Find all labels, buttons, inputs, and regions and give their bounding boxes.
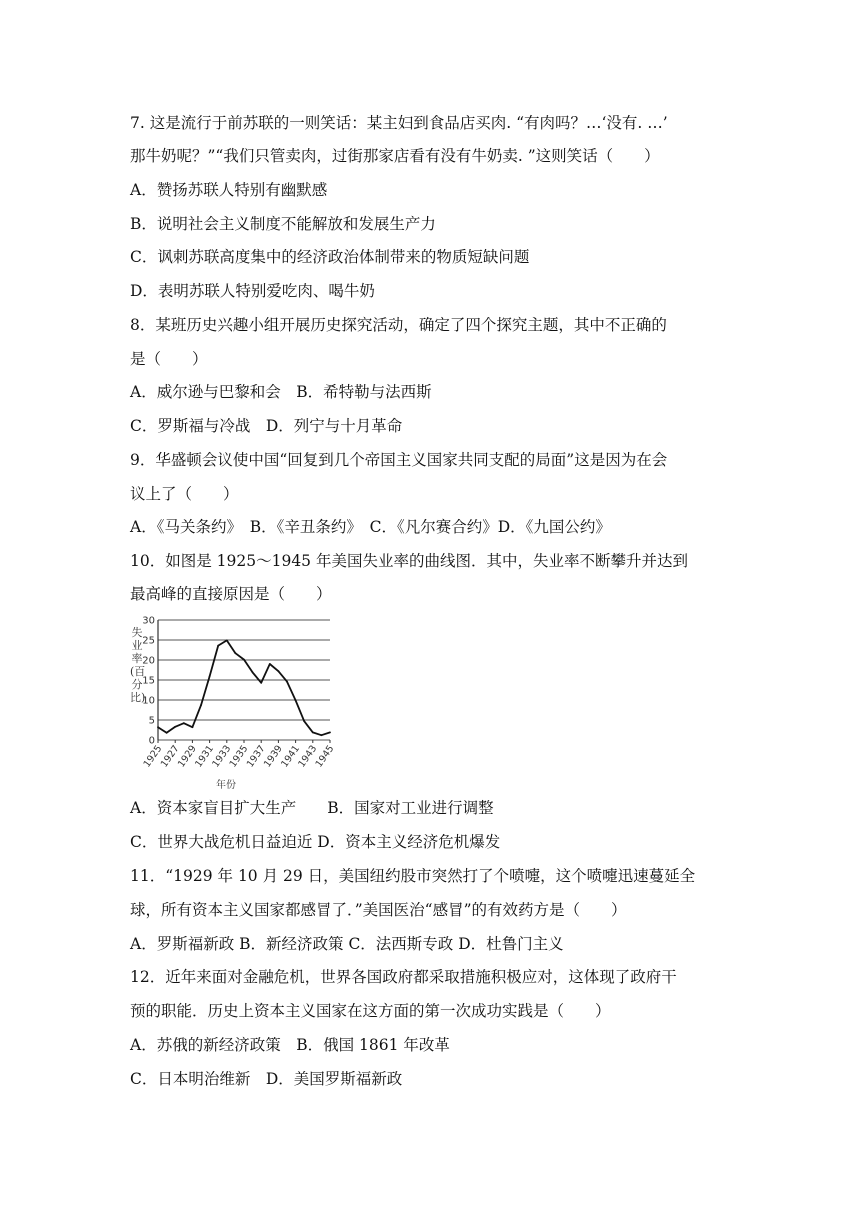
data-point-1936 xyxy=(252,672,254,674)
data-point-1927 xyxy=(174,726,176,728)
x-tick-label: 1933 xyxy=(210,743,234,770)
q12-options-cd: C．日本明治维新 D．美国罗斯福新政 xyxy=(130,1070,403,1088)
data-point-1933 xyxy=(226,640,228,642)
data-point-1939 xyxy=(278,670,280,672)
x-tick-label: 1941 xyxy=(279,743,303,770)
q8-stem-line2: 是（ ） xyxy=(130,350,208,368)
q10-options-ab: A．资本家盲目扩大生产 B．国家对工业进行调整 xyxy=(130,799,494,817)
q7-stem-line1: 7. 这是流行于前苏联的一则笑话：某主妇到食品店买肉. “有肉吗？…‘没有. …’ xyxy=(130,114,668,132)
q7-option-c: C．讽刺苏联高度集中的经济政治体制带来的物质短缺问题 xyxy=(130,248,530,266)
data-point-1941 xyxy=(295,700,297,702)
y-tick-label: 15 xyxy=(142,675,155,687)
q11-stem-line1: 11．“1929 年 10 月 29 日，美国纽约股市突然打了个喷嚏，这个喷嚏迅速蔓延全 xyxy=(130,867,696,885)
data-point-1931 xyxy=(209,676,211,678)
x-tick-label: 1937 xyxy=(244,743,268,770)
data-point-1940 xyxy=(286,681,288,683)
q8-stem-line1: 8．某班历史兴趣小组开展历史探究活动，确定了四个探究主题，其中不正确的 xyxy=(130,316,667,334)
q10-stem-line2: 最高峰的直接原因是（ ） xyxy=(130,585,332,603)
chart-ylabel: 失业率(百分比) xyxy=(130,626,146,704)
data-point-1932 xyxy=(217,645,219,647)
data-point-1930 xyxy=(200,704,202,706)
y-tick-label: 20 xyxy=(142,655,155,667)
unemployment-chart xyxy=(130,612,345,792)
q8-options-ab: A．威尔逊与巴黎和会 B．希特勒与法西斯 xyxy=(130,383,432,401)
q7-option-d: D．表明苏联人特别爱吃肉、喝牛奶 xyxy=(130,282,375,300)
y-tick-label: 0 xyxy=(148,735,155,747)
q7-stem-line2: 那牛奶呢？”“我们只管卖肉，过街那家店看有没有牛奶卖. ”这则笑话（ ） xyxy=(130,147,660,165)
data-point-1937 xyxy=(260,682,262,684)
data-point-1938 xyxy=(269,663,271,665)
q9-options: A．《马关条约》 B．《辛丑条约》 C．《凡尔赛合约》D．《九国公约》 xyxy=(130,518,611,536)
data-point-1925 xyxy=(157,726,159,728)
x-tick-label: 1931 xyxy=(193,743,217,770)
q9-stem-line1: 9．华盛顿会议使中国“回复到几个帝国主义国家共同支配的局面”这是因为在会 xyxy=(130,451,668,469)
data-point-1935 xyxy=(243,659,245,661)
data-point-1945 xyxy=(329,732,331,734)
q7-option-a: A．赞扬苏联人特别有幽默感 xyxy=(130,181,328,199)
data-point-1943 xyxy=(312,732,314,734)
unemployment-chart-svg xyxy=(130,612,345,792)
data-point-1934 xyxy=(235,652,237,654)
q9-stem-line2: 议上了（ ） xyxy=(130,485,239,503)
q11-options: A．罗斯福新政 B．新经济政策 C．法西斯专政 D．杜鲁门主义 xyxy=(130,935,564,953)
x-tick-label: 1929 xyxy=(175,743,199,770)
data-point-1944 xyxy=(321,734,323,736)
data-point-1942 xyxy=(303,720,305,722)
y-tick-label: 30 xyxy=(142,615,155,627)
x-tick-label: 1945 xyxy=(313,743,337,770)
x-tick-label: 1943 xyxy=(296,743,320,770)
y-tick-label: 25 xyxy=(142,635,155,647)
data-point-1928 xyxy=(183,722,185,724)
q10-stem-line1: 10．如图是 1925～1945 年美国失业率的曲线图．其中，失业率不断攀升并达到 xyxy=(130,552,688,570)
x-tick-label: 1939 xyxy=(261,743,285,770)
q8-options-cd: C．罗斯福与冷战 D．列宁与十月革命 xyxy=(130,417,403,435)
x-tick-label: 1935 xyxy=(227,743,251,770)
q12-stem-line2: 预的职能．历史上资本主义国家在这方面的第一次成功实践是（ ） xyxy=(130,1002,611,1020)
y-tick-label: 5 xyxy=(148,715,155,727)
y-tick-label: 10 xyxy=(142,695,155,707)
q12-options-ab: A．苏俄的新经济政策 B．俄国 1861 年改革 xyxy=(130,1036,450,1054)
data-point-1926 xyxy=(166,732,168,734)
x-tick-label: 1925 xyxy=(141,743,165,770)
q10-options-cd: C．世界大战危机日益迫近 D．资本主义经济危机爆发 xyxy=(130,833,501,851)
q12-stem-line1: 12．近年来面对金融危机，世界各国政府都采取措施积极应对，这体现了政府干 xyxy=(130,968,677,986)
q7-option-b: B．说明社会主义制度不能解放和发展生产力 xyxy=(130,215,436,233)
x-tick-label: 1927 xyxy=(158,743,182,770)
data-point-1929 xyxy=(192,726,194,728)
q11-stem-line2: 球，所有资本主义国家都感冒了．”美国医治“感冒”的有效药方是（ ） xyxy=(130,901,627,919)
chart-xlabel: 年份 xyxy=(216,780,236,791)
